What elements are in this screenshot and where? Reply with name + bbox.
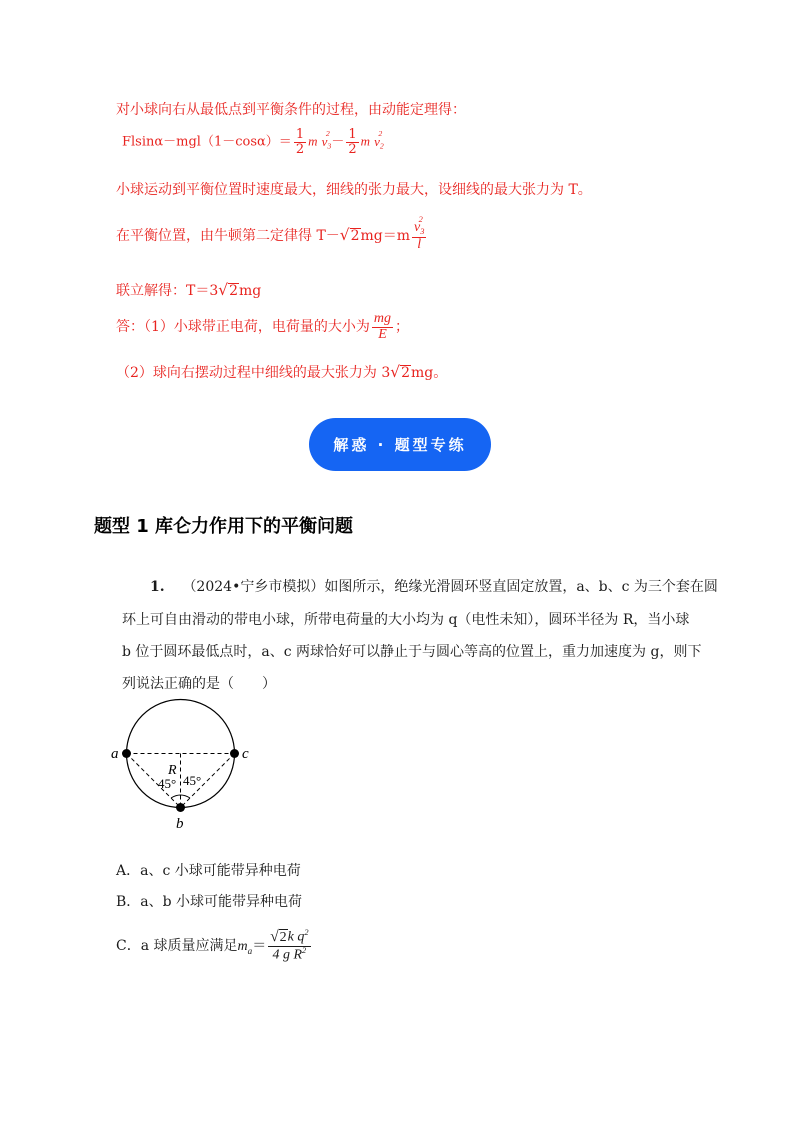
radicand: 2	[229, 282, 238, 299]
frac-num: 1	[295, 127, 305, 142]
solution-result	[116, 280, 261, 300]
question-number: 1.	[150, 579, 165, 595]
eq1-v2	[374, 128, 384, 151]
practice-banner: 解惑 · 题型专练	[309, 418, 491, 471]
eq1-m: m	[308, 133, 318, 149]
label-b: b	[176, 816, 184, 832]
answer2-suffix: mg。	[411, 365, 448, 381]
eq1-minus: －	[331, 134, 345, 150]
frac-den: l	[417, 236, 422, 252]
question-text-1: （2024•宁乡市模拟）如图所示，绝缘光滑圆环竖直固定放置，a、b、c 为三个套在圆	[182, 579, 718, 595]
radicand: 2	[279, 930, 287, 946]
line4-prefix: 在平衡位置，由牛顿第二定律得 T－	[116, 228, 340, 245]
line4-mid: mg＝m	[360, 228, 411, 245]
answer1-prefix: 答：（1）小球带正电荷，电荷量的大小为	[116, 319, 370, 336]
den-sup: 2	[302, 945, 307, 955]
frac-den: E	[378, 326, 387, 342]
v: v	[414, 220, 421, 235]
ball-c	[230, 749, 239, 758]
angle-left-label: 45°	[158, 776, 177, 791]
sub: a	[247, 945, 253, 956]
frac-num: mg	[373, 311, 392, 326]
solution-line-3: 小球运动到平衡位置时速度最大，细线的张力最大，设细线的最大张力为 T。	[116, 182, 592, 198]
label-R: R	[168, 763, 177, 778]
den: 4 g R	[272, 947, 303, 963]
ring-diagram	[108, 696, 258, 832]
sup: 2	[378, 128, 383, 138]
v3-over-l	[412, 214, 426, 252]
question-line-2: 环上可自由滑动的带电小球，所带电荷量的大小均为 q（电性未知），圆环半径为 R，当小球	[122, 612, 690, 628]
v: v	[321, 133, 328, 149]
line5-prefix: 联立解得：T＝3	[116, 283, 219, 299]
num-rest: k q	[287, 929, 305, 945]
mg-over-E	[372, 312, 393, 342]
eq1-left: Flsinα－mgl（1－cosα）	[122, 134, 279, 150]
question-line-1	[150, 576, 718, 596]
m: m	[237, 938, 248, 954]
num-sup: 2	[304, 928, 309, 937]
eq1-m: m	[360, 133, 370, 149]
option-c-prefix: C．a 球质量应满足	[116, 937, 238, 954]
angle-right-label: 45°	[183, 773, 202, 788]
sqrt-2: √ 2	[218, 280, 238, 299]
radicand: 2	[401, 364, 410, 381]
eq1-equals: ＝	[278, 134, 292, 150]
option-c[interactable]	[116, 929, 313, 963]
question-line-3: b 位于圆环最低点时，a、c 两球恰好可以静止于与圆心等高的位置上，重力加速度为 g，则下	[122, 644, 702, 660]
sqrt-2: √ 2	[339, 226, 360, 245]
label-a: a	[111, 746, 119, 762]
equals: ＝	[252, 937, 267, 954]
sqrt-2: √ 2	[270, 928, 287, 946]
sub: 3	[420, 226, 425, 236]
frac-den: 2	[348, 141, 357, 157]
label-c: c	[242, 746, 249, 762]
sup: 2	[418, 214, 423, 224]
newton-equation	[116, 214, 428, 252]
answer1-suffix: ；	[395, 319, 410, 336]
sup: 2	[325, 128, 330, 138]
eq1-half-b	[346, 128, 358, 156]
eq1-half-a	[294, 128, 306, 156]
sqrt-2: √ 2	[390, 362, 410, 381]
frac-den: 2	[295, 141, 305, 157]
line5-suffix: mg	[238, 283, 262, 299]
option-a[interactable]: A．a、c 小球可能带异种电荷	[116, 863, 301, 879]
answer2-prefix: （2）球向右摆动过程中细线的最大张力为 3	[116, 365, 391, 381]
eq1-v3	[321, 128, 332, 151]
answer-2	[116, 362, 447, 382]
section-title: 题型 1 库仑力作用下的平衡问题	[94, 516, 354, 537]
mass-fraction	[268, 929, 310, 963]
v3	[414, 214, 425, 237]
option-b[interactable]: B．a、b 小球可能带异种电荷	[116, 894, 303, 910]
frac-num: 1	[348, 127, 357, 142]
ball-b	[176, 803, 185, 812]
solution-line-1: 对小球向右从最低点到平衡条件的过程，由动能定理得：	[116, 102, 466, 118]
sub: 3	[327, 141, 332, 151]
ball-a	[122, 749, 131, 758]
energy-equation	[122, 128, 384, 156]
answer-1	[116, 312, 409, 342]
v: v	[374, 133, 380, 149]
question-line-4: 列说法正确的是（ ）	[122, 676, 276, 692]
radicand: 2	[350, 228, 360, 245]
sub: 2	[379, 141, 384, 151]
m-a	[238, 939, 253, 954]
